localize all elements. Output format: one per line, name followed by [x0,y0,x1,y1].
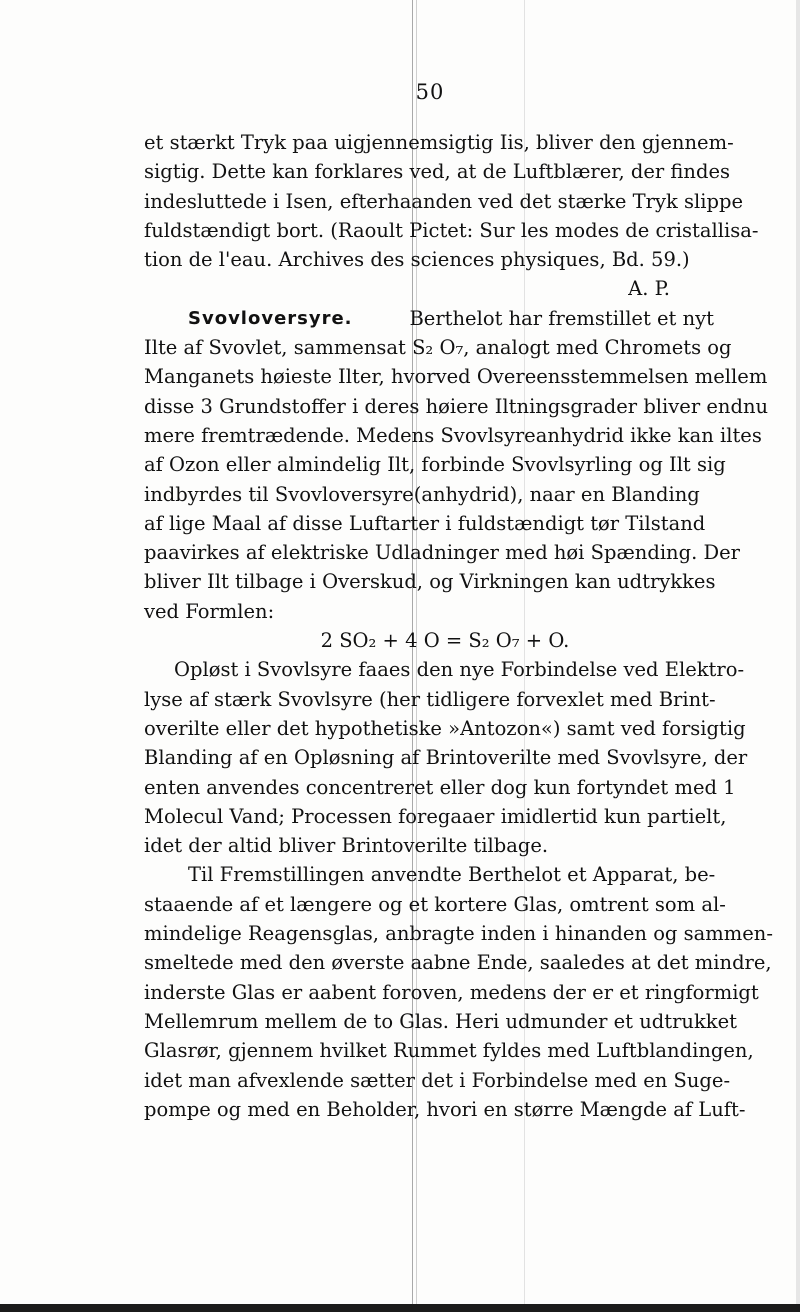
body-text [144,128,773,1124]
text-line: Molecul Vand; Processen foregaaer imidlertid kun partielt, [144,804,727,828]
text-line: ved Formlen: [144,599,275,623]
text-line: af Ozon eller almindelig Ilt, forbinde Svovlsyrling og Ilt sig [144,453,726,477]
page-number: 50 [415,80,445,104]
text-line: sigtig. Dette kan forklares ved, at de Luftblærer, der findes [144,160,730,184]
paragraph-ice-pressure [144,128,759,304]
section-heading: Svovloversyre. [188,307,353,329]
text-line: inderste Glas er aabent foroven, medens der er et ringformigt [144,980,759,1004]
text-line: idet man afvexlende sætter det i Forbindelse med en Suge- [144,1068,731,1092]
text-line: indbyrdes til Svovloversyre(anhydrid), naar en Blanding [144,482,700,506]
scan-right-edge [796,0,800,1312]
text-line: af lige Maal af disse Luftarter i fuldstændigt tør Tilstand [144,511,706,535]
text-line: tion de l'eau. Archives des sciences physiques, Bd. 59.) [144,248,690,272]
text-line: overilte eller det hypothetiske »Antozon«) samt ved forsigtig [144,716,746,740]
text-line: paavirkes af elektriske Udladninger med høi Spænding. Der [144,541,740,565]
text-line: mere fremtrædende. Medens Svovlsyreanhydrid ikke kan iltes [144,423,762,447]
text-line: Manganets høieste Ilter, hvorved Overeensstemmelsen mellem [144,365,768,389]
text-line: idet der altid bliver Brintoverilte tilbage. [144,834,549,858]
author-signature: A. P. [628,277,670,301]
text-line: smeltede med den øverste aabne Ende, saaledes at det mindre, [144,951,772,975]
paragraph-electrolysis [144,655,748,860]
text-line: mindelige Reagensglas, anbragte inden i hinanden og sammen- [144,922,773,946]
text-line: Til Fremstillingen anvendte Berthelot et Apparat, be- [188,863,716,887]
text-line: indesluttede i Isen, efterhaanden ved det stærke Tryk slippe [144,189,743,213]
text-line: disse 3 Grundstoffer i deres høiere Iltningsgrader bliver endnu [144,394,769,418]
scan-bottom-edge [0,1304,800,1312]
text-line: Opløst i Svovlsyre faaes den nye Forbindelse ved Elektro- [174,658,745,682]
text-line: et stærkt Tryk paa uigjennemsigtig Iis, bliver den gjennem- [144,131,734,154]
paragraph-apparatus [144,860,773,1124]
text-line: staaende af et længere og et kortere Glas, omtrent som al- [144,892,726,916]
chemical-formula: 2 SO₂ + 4 O = S₂ O₇ + O. [320,629,570,653]
text-line: Glasrør, gjennem hvilket Rummet fyldes med Luftblandingen, [144,1039,754,1063]
text-line: bliver Ilt tilbage i Overskud, og Virkningen kan udtrykkes [144,570,716,594]
text-line: fuldstændigt bort. (Raoult Pictet: Sur les modes de cristallisa- [144,218,759,242]
text-line-segment: Berthelot har fremstillet et nyt [409,306,714,330]
text-line: Ilte af Svovlet, sammensat S₂ O₇, analogt med Chromets og [144,336,732,360]
text-line: pompe og med en Beholder, hvori en større Mængde af Luft- [144,1097,746,1121]
text-line: Mellemrum mellem de to Glas. Heri udmunder et udtrukket [144,1009,737,1033]
text-line-with-heading [144,304,714,333]
text-line: enten anvendes concentreret eller dog kun fortyndet med 1 [144,775,736,799]
paragraph-svovloversyre [144,304,769,656]
text-line: Blanding af en Opløsning af Brintoverilte med Svovlsyre, der [144,746,748,770]
text-line: lyse af stærk Svovlsyre (her tidligere forvexlet med Brint- [144,687,716,711]
